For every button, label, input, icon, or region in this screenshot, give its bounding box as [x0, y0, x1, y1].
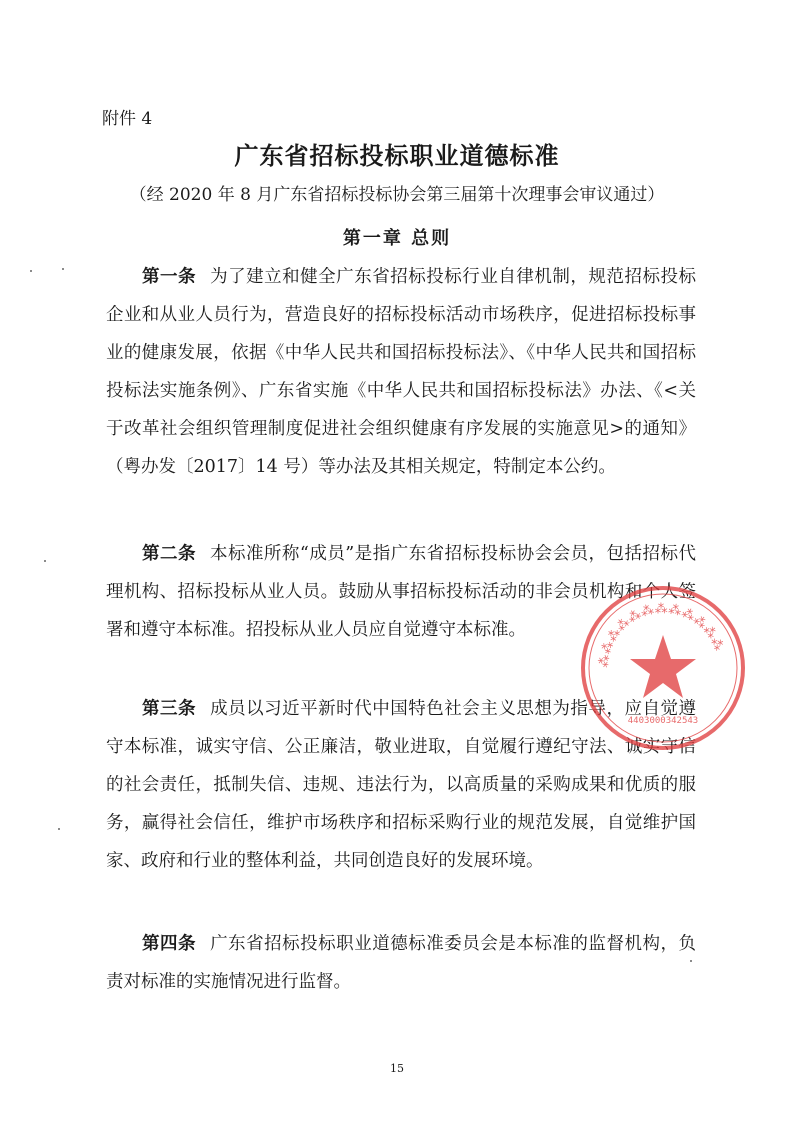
article-4-text: 广东省招标投标职业道德标准委员会是本标准的监督机构，负责对标准的实施情况进行监督。	[106, 934, 697, 992]
chapter-title: 第一章 总则	[342, 228, 452, 249]
article-2-text: 本标准所称“成员”是指广东省招标投标协会会员，包括招标代理机构、招标投标从业人员。鼓励从事招标投标活动的非会员机构和个人签署和遵守本标准。招投标从业人员应自觉遵守本标准。	[106, 544, 696, 640]
scan-speck	[690, 960, 692, 962]
article-1	[106, 258, 696, 486]
attachment-label: 附件 4	[102, 109, 153, 129]
article-3-text: 成员以习近平新时代中国特色社会主义思想为指导，应自觉遵守本标准，诚实守信、公正廉洁，敬业进取，自觉履行遵纪守法、诚实守信的社会责任，抵制失信、违规、违法行为，以高质量的采购成果和优质的服务，赢得社会信任，维护市场秩序和招标采购行业的规范发展，自觉维护国家、政府和行业的整体利益，共同创造良好的发展环境。	[106, 699, 697, 871]
scan-speck	[44, 560, 46, 562]
article-3-label: 第三条	[142, 699, 197, 719]
document-title: 广东省招标投标职业道德标准	[234, 142, 560, 170]
seal-arc-text: ⁂⁂⁂⁂⁂⁂⁂⁂⁂⁂⁂⁂	[596, 601, 726, 669]
page-number: 15	[390, 1062, 404, 1075]
article-4-label: 第四条	[142, 934, 197, 954]
article-1-label: 第一条	[142, 267, 197, 287]
seal-star-icon	[630, 635, 696, 698]
scan-speck	[30, 270, 32, 272]
scan-speck	[62, 268, 64, 270]
seal-number: 4403000342543	[627, 716, 699, 726]
document-subtitle: （经 2020 年 8 月广东省招标投标协会第三届第十次理事会审议通过）	[129, 185, 665, 205]
article-2-label: 第二条	[142, 544, 196, 564]
article-1-text: 为了建立和健全广东省招标投标行业自律机制，规范招标投标企业和从业人员行为，营造良好的招标投标活动市场秩序，促进招标投标事业的健康发展，依据《中华人民共和国招标投标法》、《中华人民共和国招标投标法实施条例》、广东省实施《中华人民共和国招标投标法》办法、《<关于改革社会组织管理制度促进社会组织健康有序发展的实施意见>的通知》（粤办发〔2017〕14 号）等办法及其相关规定，特制定本公约。	[106, 267, 697, 477]
scan-speck	[58, 828, 60, 830]
article-4	[106, 925, 696, 1001]
official-seal-stamp	[578, 583, 748, 753]
